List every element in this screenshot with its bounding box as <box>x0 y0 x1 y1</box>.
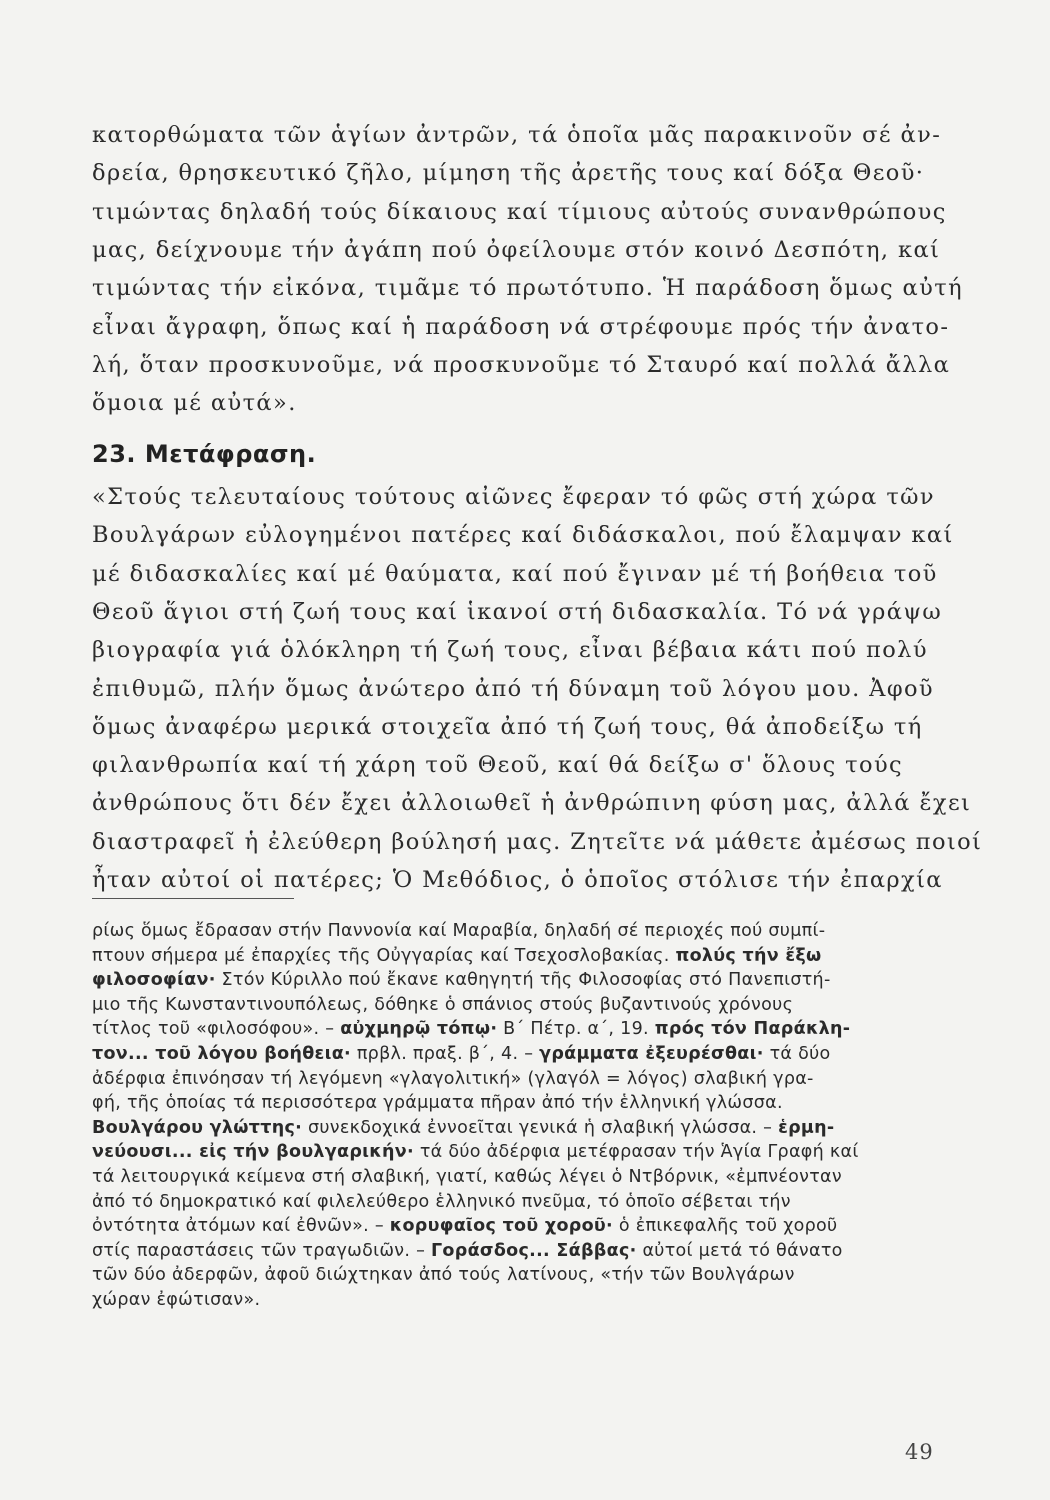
text-line: «Στούς τελευταίους τούτους αἰῶνες ἔφεραν τό φῶς στή χώρα τῶν <box>92 484 935 510</box>
text-line: Θεοῦ ἅγιοι στή ζωή τους καί ἱκανοί στή διδασκαλία. Τό νά γράψω <box>92 598 943 625</box>
footnote-text: τίτλος τοῦ «φιλοσόφου». – <box>92 1019 341 1040</box>
footnote-term: πολύς τήν ἔξω <box>675 945 822 966</box>
footnote-line <box>92 1069 814 1089</box>
footnote-text: ὁ ἐπικεφαλῆς τοῦ χοροῦ <box>613 1216 838 1237</box>
footnote-divider <box>92 898 294 899</box>
footnote-text: τά δύο <box>763 1044 831 1064</box>
text-line: διαστραφεῖ ἡ ἐλεύθερη βούλησή μας. Ζητεῖτε νά μάθετε ἀμέσως ποιοί <box>92 828 983 855</box>
footnote-text: Β΄ Πέτρ. α΄, 19. <box>497 1019 655 1040</box>
footnote-text: στίς παραστάσεις τῶν τραγωδιῶν. – <box>92 1240 431 1261</box>
text-line: ὅμοια μέ αὐτά». <box>92 390 297 417</box>
text-line: μέ διδασκαλίες καί μέ θαύματα, καί πού ἔγιναν μέ τή βοήθεια τοῦ <box>92 560 938 587</box>
text-line: μας, δείχνουμε τήν ἀγάπη πού ὀφείλουμε στόν κοινό Δεσπότη, καί <box>92 236 941 263</box>
footnote-text: ὀντότητα ἀτόμων καί ἐθνῶν». – <box>92 1216 390 1237</box>
footnote-text: μιο τῆς Κωνσταντινουπόλεως, δόθηκε ὁ σπάνιος στούς βυζαντινούς χρόνους <box>92 994 794 1015</box>
footnote-term: νεύουσι... εἰς τήν βουλγαρικήν· <box>92 1142 414 1163</box>
footnote-text: χώραν ἐφώτισαν». <box>92 1290 261 1310</box>
footnote-line <box>92 1192 791 1212</box>
footnote-line <box>92 1167 842 1187</box>
footnote-text: τά λειτουργικά κείμενα στή σλαβική, γιατί, καθώς λέγει ὁ Ντβόρνικ, «ἐμπνέονταν <box>92 1167 842 1187</box>
text-line: Βουλγάρων εὐλογημένοι πατέρες καί διδάσκαλοι, πού ἔλαμψαν καί <box>92 522 954 549</box>
footnote-line <box>92 946 822 966</box>
text-line: ἐπιθυμῶ, πλήν ὅμως ἀνώτερο ἀπό τή δύναμη τοῦ λόγου μου. Ἀφοῦ <box>92 675 935 702</box>
text-line: κατορθώματα τῶν ἁγίων ἀντρῶν, τά ὁποῖα μᾶς παρακινοῦν σέ ἀν- <box>92 122 942 148</box>
footnote-line <box>92 995 793 1015</box>
footnote-line <box>92 970 831 990</box>
footnote-term: φιλοσοφίαν· <box>92 970 216 991</box>
footnote-line <box>92 921 825 941</box>
text-line: βιογραφία γιά ὁλόκληρη τή ζωή τους, εἶναι βέβαια κάτι πού πολύ <box>92 637 928 664</box>
footnote-text: πτουν σήμερα μέ ἐπαρχίες τῆς Οὐγγαρίας καί Τσεχοσλοβακίας. <box>92 945 676 966</box>
footnote-text: πρβλ. πραξ. β΄, 4. – <box>350 1044 540 1064</box>
footnote-line <box>92 1044 831 1064</box>
footnote-text: τά δύο ἀδέρφια μετέφρασαν τήν Ἁγία Γραφή καί <box>413 1142 859 1163</box>
footnote-text: συνεκδοχικά ἐννοεῖται γενικά ἡ σλαβική γλώσσα. – <box>302 1117 779 1138</box>
footnote-text: Στόν Κύριλλο πού ἔκανε καθηγητή τῆς Φιλοσοφίας στό Πανεπιστή- <box>215 970 831 991</box>
text-line: φιλανθρωπία καί τή χάρη τοῦ Θεοῦ, καί θά δείξω σ' ὅλους τούς <box>92 752 904 779</box>
footnote-term: κορυφαῖος τοῦ χοροῦ· <box>389 1216 613 1237</box>
text-line: ὅμως ἀναφέρω μερικά στοιχεῖα ἀπό τή ζωή τους, θά ἀποδείξω τή <box>92 713 923 740</box>
footnote-text: ἀπό τό δημοκρατικό καί φιλελεύθερο ἑλληνικό πνεῦμα, τό ὁποῖο σέβεται τήν <box>92 1191 791 1212</box>
footnote-line <box>92 1019 850 1039</box>
text-line: λή, ὅταν προσκυνοῦμε, νά προσκυνοῦμε τό Σταυρό καί πολλά ἄλλα <box>92 351 951 378</box>
footnote-term: Γοράσδος... Σάββας· <box>430 1240 637 1261</box>
footnote-term: τον... τοῦ λόγου βοήθεια· <box>92 1044 351 1064</box>
footnote-line <box>92 1241 843 1261</box>
footnote-line <box>92 1265 795 1285</box>
text-line: εἶναι ἄγραφη, ὅπως καί ἡ παράδοση νά στρέφουμε πρός τήν ἀνατο- <box>92 313 950 340</box>
text-line: ἦταν αὐτοί οἱ πατέρες; Ὁ Μεθόδιος, ὁ ὁποῖος στόλισε τήν ἐπαρχία <box>92 867 943 893</box>
footnote-line <box>92 1216 837 1236</box>
footnote-line <box>92 1290 260 1310</box>
footnote-term: αὐχμηρῷ τόπῳ· <box>340 1019 498 1040</box>
page-number: 49 <box>905 1440 934 1464</box>
text-line: τιμώντας δηλαδή τούς δίκαιους καί τίμιους αὐτούς συνανθρώπους <box>92 198 947 225</box>
footnote-term: ἑρμη- <box>778 1117 835 1138</box>
footnote-line <box>92 1093 783 1113</box>
text-line: δρεία, θρησκευτικό ζῆλο, μίμηση τῆς ἀρετῆς τους καί δόξα Θεοῦ· <box>92 160 925 187</box>
footnote-term: γράμματα ἐξευρέσθαι· <box>539 1044 764 1064</box>
text-line: τιμώντας τήν εἰκόνα, τιμᾶμε τό πρωτότυπο. Ἡ παράδοση ὅμως αὐτή <box>92 275 963 302</box>
footnote-text: τῶν δύο ἀδερφῶν, ἀφοῦ διώχτηκαν ἀπό τούς λατίνους, «τήν τῶν Βουλγάρων <box>92 1265 795 1286</box>
text-line: ἀνθρώπους ὅτι δέν ἔχει ἀλλοιωθεῖ ἡ ἀνθρώπινη φύση μας, ἀλλά ἔχει <box>92 790 972 817</box>
footnote-text: φή, τῆς ὁποίας τά περισσότερα γράμματα πῆραν ἀπό τήν ἑλληνική γλώσσα. <box>92 1093 783 1114</box>
footnote-text: ἀδέρφια ἐπινόησαν τή λεγόμενη «γλαγολιτική» (γλαγόλ = λόγος) σλαβική γρα- <box>92 1068 814 1089</box>
footnote-text: αὐτοί μετά τό θάνατο <box>636 1240 843 1261</box>
footnote-term: πρός τόν Παράκλη- <box>654 1019 851 1040</box>
footnote-text: ρίως ὅμως ἔδρασαν στήν Παννονία καί Μαραβία, δηλαδή σέ περιοχές πού συμπί- <box>92 921 826 941</box>
footnote-term: Βουλγάρου γλώττης· <box>92 1117 303 1138</box>
section-heading: 23. Μετάφραση. <box>92 440 317 468</box>
footnote-line <box>92 1142 859 1162</box>
footnote-line <box>92 1118 834 1138</box>
